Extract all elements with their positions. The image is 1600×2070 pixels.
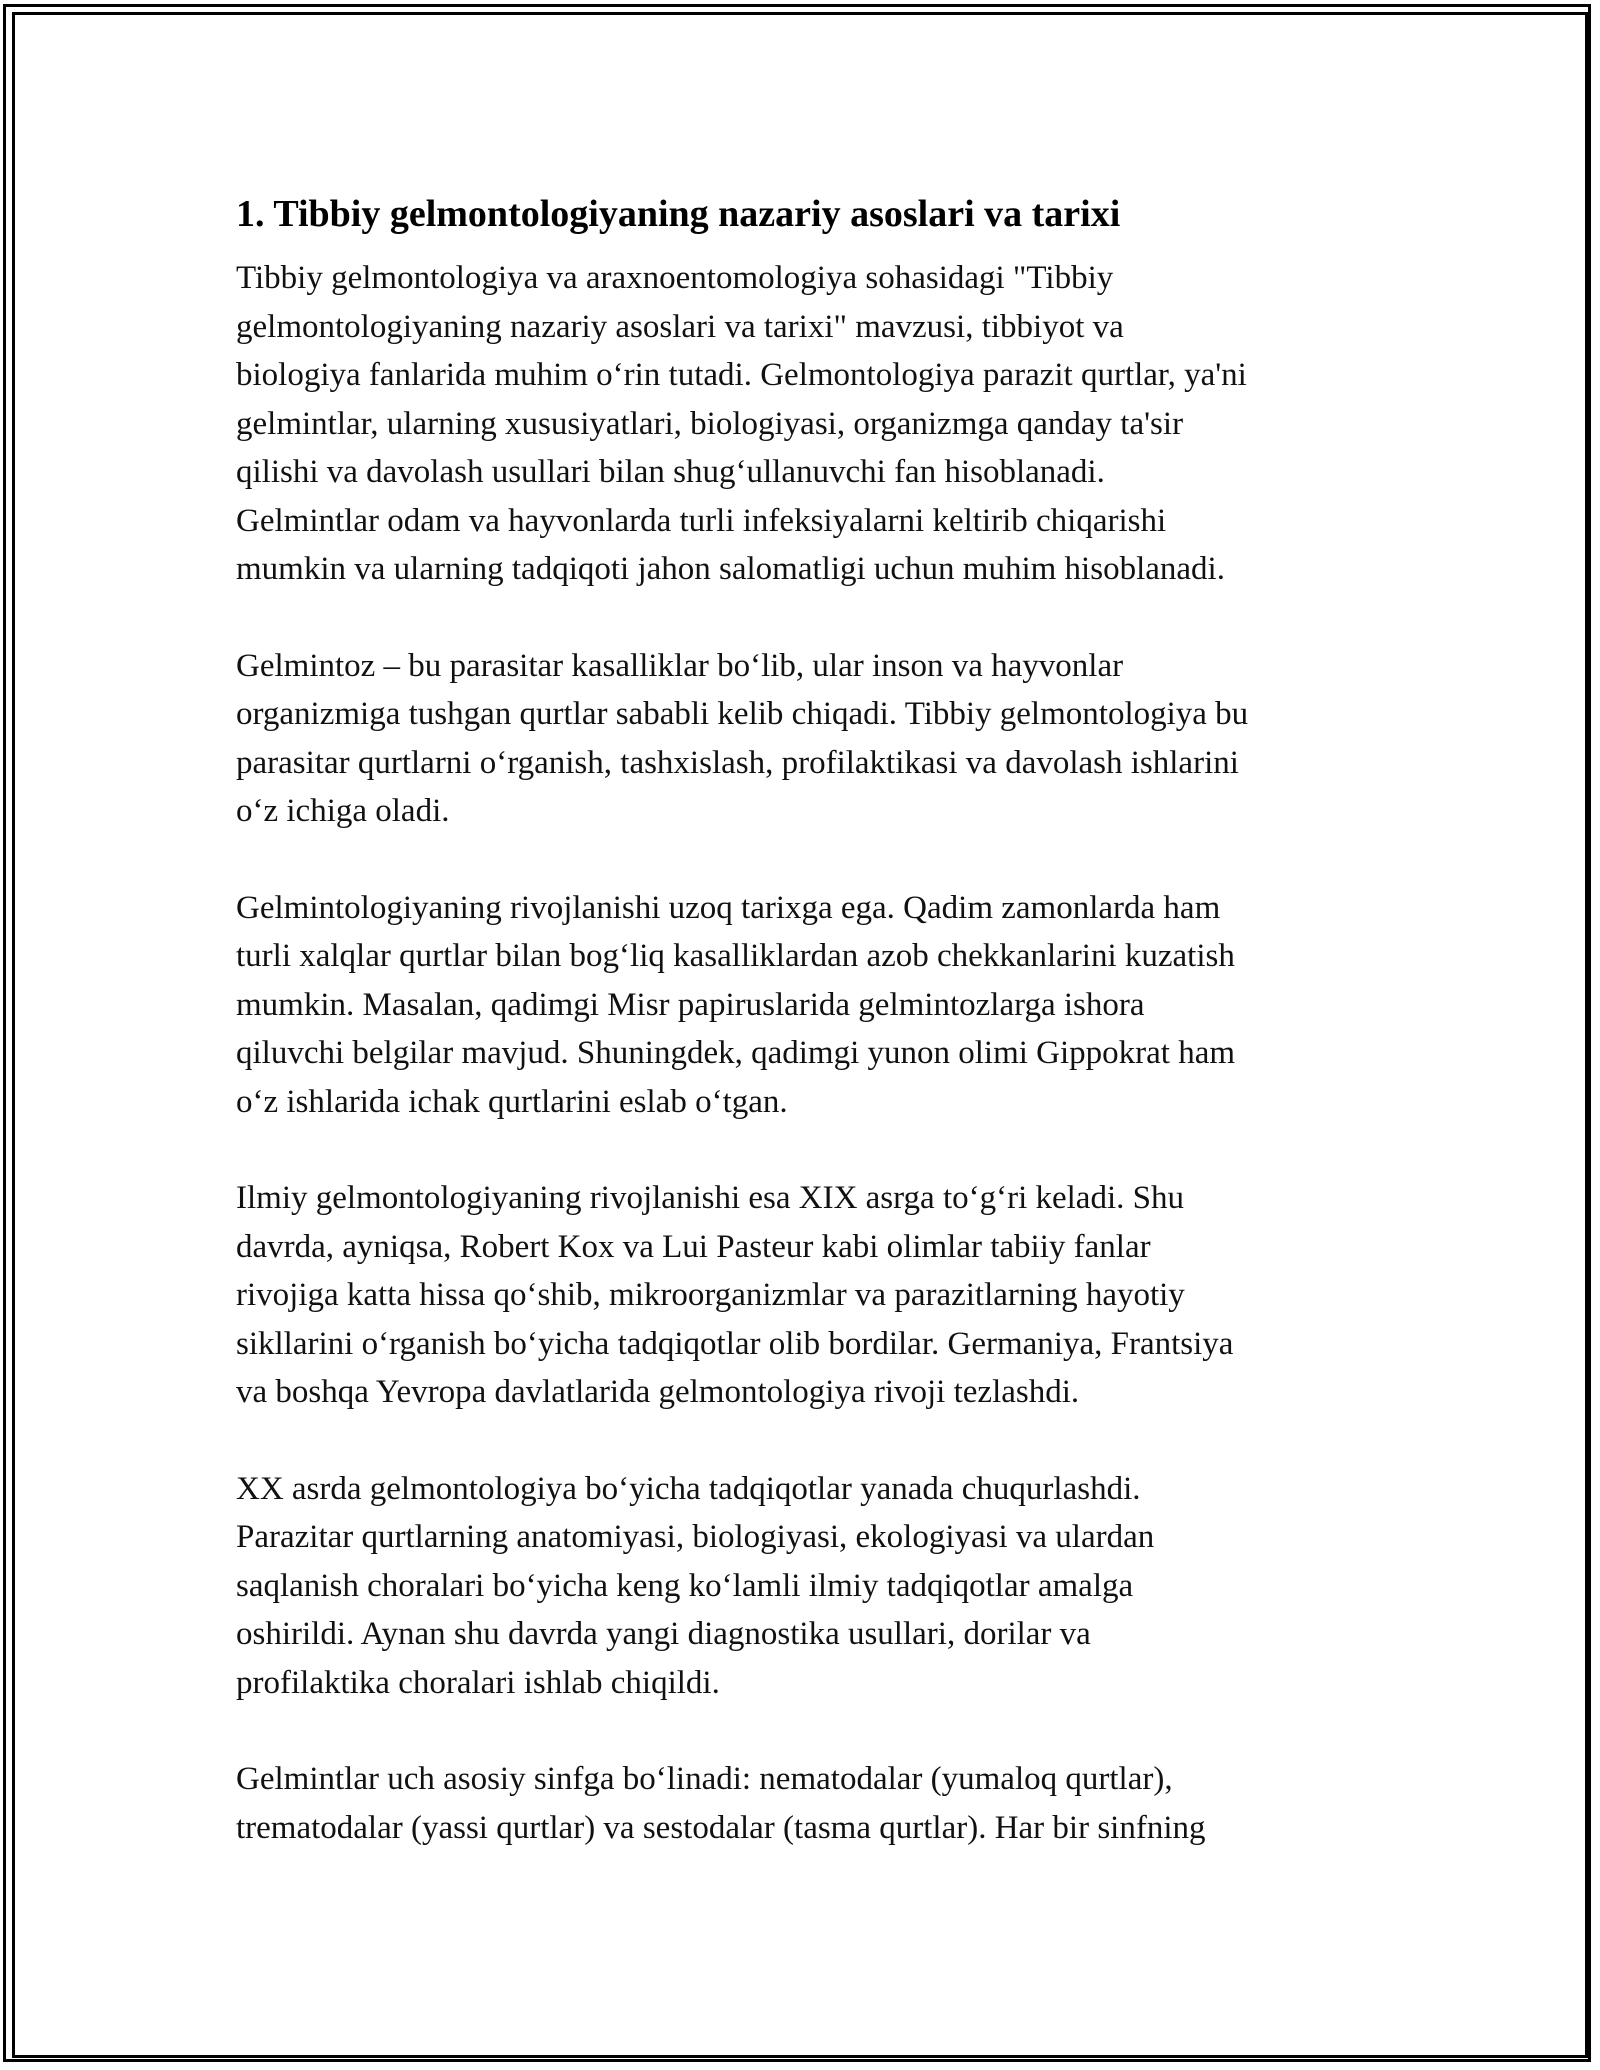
paragraph-line: Gelmintologiyaning rivojlanishi uzoq tarixga ega. Qadim zamonlarda ham bbox=[236, 889, 1221, 926]
paragraph-gelmintoz bbox=[236, 642, 1366, 836]
paragraph-line: oshirildi. Aynan shu davrda yangi diagnostika usullari, dorilar va bbox=[236, 1616, 1091, 1652]
paragraph-line: qiluvchi belgilar mavjud. Shuningdek, qadimgi yunon olimi Gippokrat ham bbox=[236, 1035, 1236, 1071]
paragraph-history-ancient bbox=[236, 884, 1366, 1127]
paragraph-line: XX asrda gelmontologiya bo‘yicha tadqiqotlar yanada chuqurlashdi. bbox=[236, 1470, 1141, 1507]
paragraph-line: sikllarini o‘rganish bo‘yicha tadqiqotlar olib bordilar. Germaniya, Frantsiya bbox=[236, 1325, 1234, 1362]
paragraph-line: o‘z ichiga oladi. bbox=[236, 793, 450, 829]
paragraph-line: va boshqa Yevropa davlatlarida gelmontologiya rivoji tezlashdi. bbox=[236, 1374, 1080, 1410]
paragraph-line: biologiya fanlarida muhim o‘rin tutadi. Gelmontologiya parazit qurtlar, ya'ni bbox=[236, 357, 1247, 393]
paragraph-line: saqlanish choralari bo‘yicha keng ko‘lamli ilmiy tadqiqotlar amalga bbox=[236, 1567, 1134, 1604]
paragraph-line: gelmintlar, ularning xususiyatlari, biologiyasi, organizmga qanday ta'sir bbox=[236, 405, 1184, 442]
paragraph-line: qilishi va davolash usullari bilan shug‘ullanuvchi fan hisoblanadi. bbox=[236, 454, 1105, 490]
paragraph-line: trematodalar (yassi qurtlar) va sestodalar (tasma qurtlar). Har bir sinfning bbox=[236, 1809, 1206, 1846]
paragraph-line: mumkin va ularning tadqiqoti jahon salomatligi uchun muhim hisoblanadi. bbox=[236, 551, 1225, 587]
paragraph-history-xx bbox=[236, 1465, 1366, 1708]
document-body bbox=[236, 186, 1366, 1900]
paragraph-line: Gelmintoz – bu parasitar kasalliklar bo‘lib, ular inson va hayvonlar bbox=[236, 647, 1124, 684]
paragraph-line: davrda, ayniqsa, Robert Kox va Lui Pasteur kabi olimlar tabiiy fanlar bbox=[236, 1228, 1151, 1265]
paragraph-line: Ilmiy gelmontologiyaning rivojlanishi esa XIX asrga to‘g‘ri keladi. Shu bbox=[236, 1180, 1184, 1216]
paragraph-line: gelmontologiyaning nazariy asoslari va tarixi" mavzusi, tibbiyot va bbox=[236, 308, 1124, 345]
paragraph-intro bbox=[236, 254, 1366, 594]
paragraph-history-xix bbox=[236, 1174, 1366, 1417]
paragraph-classes bbox=[236, 1755, 1366, 1852]
paragraph-line: turli xalqlar qurtlar bilan bog‘liq kasalliklardan azob chekkanlarini kuzatish bbox=[236, 938, 1235, 974]
paragraph-line: Parazitar qurtlarning anatomiyasi, biologiyasi, ekologiyasi va ulardan bbox=[236, 1519, 1155, 1555]
paragraph-line: Gelmintlar uch asosiy sinfga bo‘linadi: nematodalar (yumaloq qurtlar), bbox=[236, 1761, 1173, 1797]
paragraph-line: profilaktika choralari ishlab chiqildi. bbox=[236, 1664, 720, 1701]
paragraph-line: mumkin. Masalan, qadimgi Misr papiruslarida gelmintozlarga ishora bbox=[236, 986, 1145, 1023]
paragraph-line: rivojiga katta hissa qo‘shib, mikroorganizmlar va parazitlarning hayotiy bbox=[236, 1277, 1185, 1313]
section-heading: 1. Tibbiy gelmontologiyaning nazariy asoslari va tarixi bbox=[236, 193, 1121, 235]
paragraph-line: Tibbiy gelmontologiya va araxnoentomologiya sohasidagi "Tibbiy bbox=[236, 260, 1114, 296]
paragraph-line: Gelmintlar odam va hayvonlarda turli infeksiyalarni keltirib chiqarishi bbox=[236, 502, 1167, 539]
paragraph-line: o‘z ishlarida ichak qurtlarini eslab o‘tgan. bbox=[236, 1083, 788, 1120]
paragraph-line: parasitar qurtlarni o‘rganish, tashxislash, profilaktikasi va davolash ishlarini bbox=[236, 744, 1239, 781]
paragraph-line: organizmiga tushgan qurtlar sababli kelib chiqadi. Tibbiy gelmontologiya bu bbox=[236, 696, 1249, 732]
